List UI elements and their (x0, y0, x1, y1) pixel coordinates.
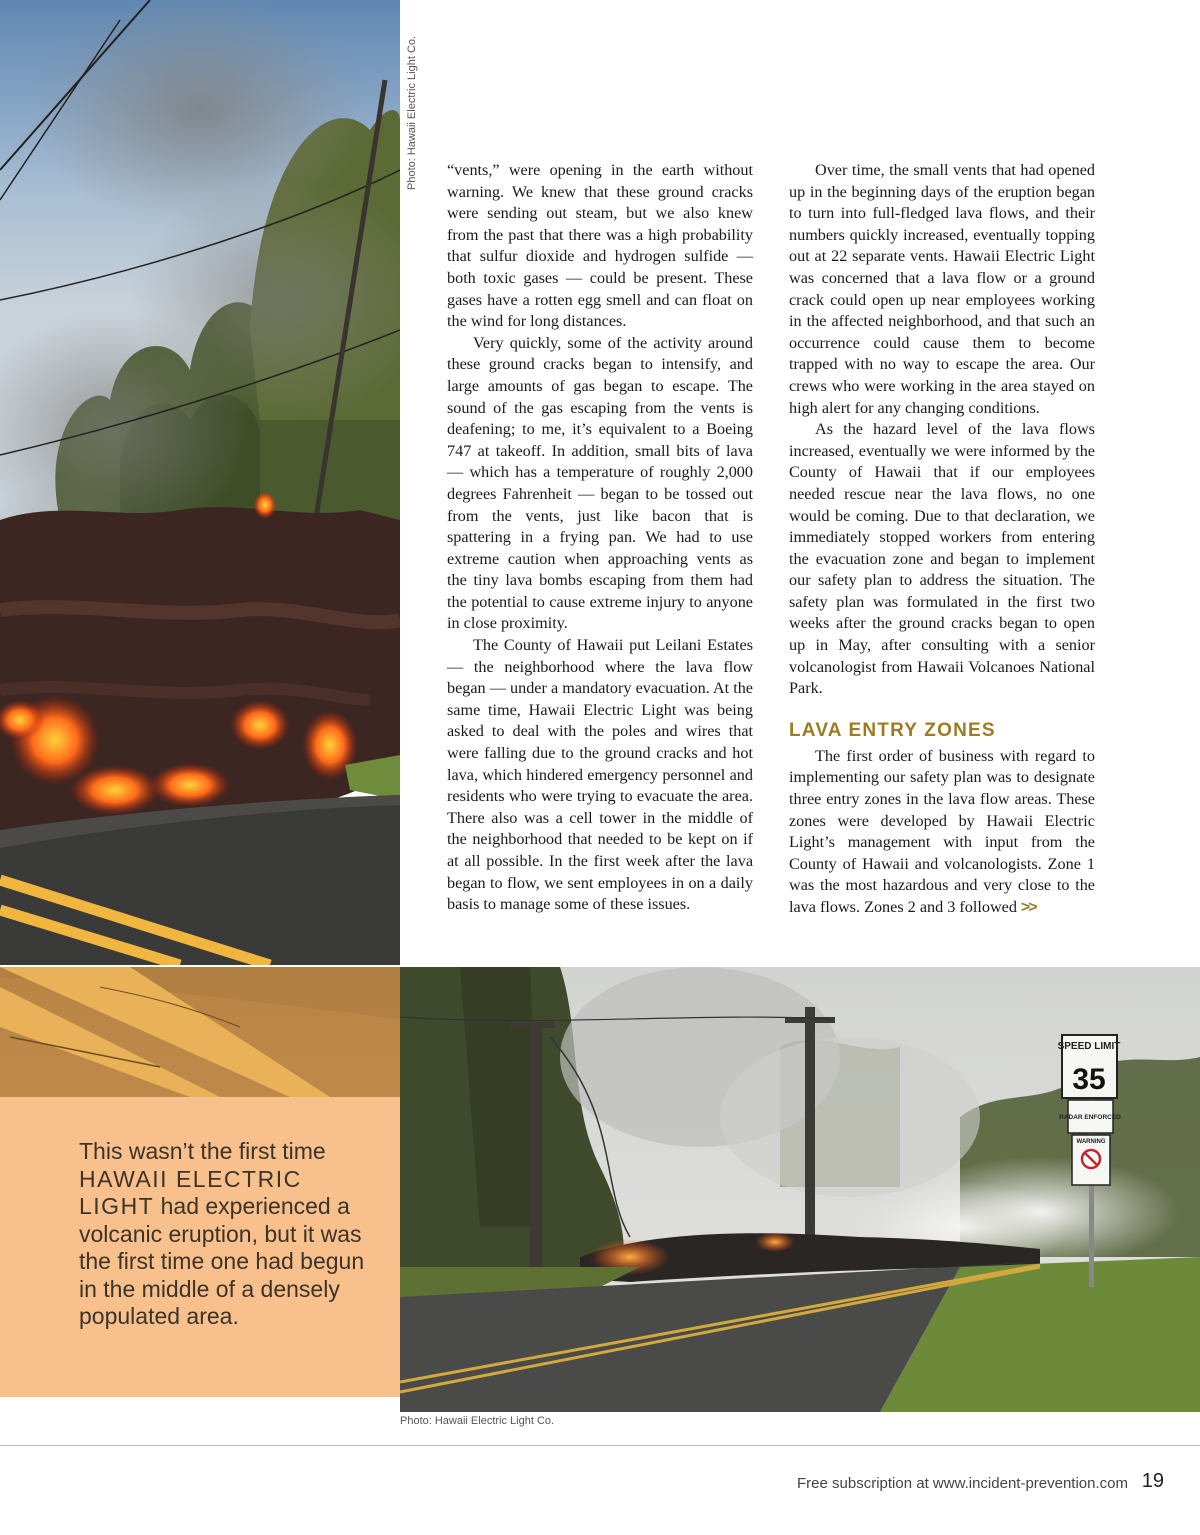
paragraph-continued (789, 746, 1095, 919)
photo-credit-bottom: Photo: Hawaii Electric Light Co. (400, 1415, 555, 1427)
footer-subscription: Free subscription at www.incident-prevention.com (797, 1475, 1128, 1492)
lava-road-photo (0, 0, 400, 965)
paragraph: “vents,” were opening in the earth without warning. We knew that these ground cracks were sending out steam, but we also knew from the past that there was a high probability that sulfur dioxide and hydrogen sulfide — both toxic gases — could be present. These gases have a rotten egg smell and can float on the wind for long distances. (447, 161, 753, 331)
article-column-2 (789, 160, 1095, 919)
photo-credit-top-text: Photo: Hawaii Electric Light Co. (406, 35, 418, 190)
pull-quote-lead: This wasn’t the first time (79, 1138, 326, 1164)
radar-sign-text: RADAR ENFORCED (1059, 1114, 1121, 1121)
pull-quote (79, 1138, 379, 1331)
speed-limit-sign-value: 35 (1072, 1063, 1106, 1096)
pull-quote-rest: had experienced a volcanic eruption, but it was the first time one had begun in the middle of a densely populated area. (79, 1193, 365, 1329)
paragraph-text: The first order of business with regard to implementing our safety plan was to designate three entry zones in the lava flow areas. These zones were developed by Hawaii Electric Light’s management with input from the County of Hawaii and volcanologists. Zone 1 was the most hazardous and very close to the lava flows. Zones 2 and 3 followed (789, 746, 1095, 916)
warning-sign-text: WARNING (1076, 1139, 1106, 1145)
pull-quote-highlight: HAWAII ELECTRIC LIGHT (79, 1165, 302, 1219)
speed-limit-sign-label: SPEED LIMIT (1057, 1041, 1121, 1052)
footer-divider (0, 1445, 1200, 1446)
continue-arrow-icon: >> (1020, 899, 1036, 916)
lava-crossing-road-photo (400, 967, 1200, 1412)
paragraph: Very quickly, some of the activity around these ground cracks began to intensify, and large amounts of gas began to escape. The sound of the gas escaping from the vents is deafening; to me, it’s equivalent to a Boeing 747 at takeoff. In addition, small bits of lava — which has a temperature of roughly 2,000 degrees Fahrenheit — began to be tossed out from the vents, just like bacon that is spattering in a frying pan. We had to use extreme caution when approaching vents as the tiny lava bombs escaping from them had the potential to cause extreme injury to anyone in close proximity. (447, 333, 753, 633)
paragraph: As the hazard level of the lava flows increased, eventually we were informed by the County of Hawaii that if our employees needed rescue near the lava flows, no one would be coming. Due to that declaration, we immediately stopped workers from entering the evacuation zone and began to implement our safety plan to address the situation. The safety plan was formulated in the first two weeks after the ground cracks began to open up in May, after consulting with a senior volcanologist from Hawaii Volcanoes National Park. (789, 420, 1095, 698)
paragraph: Over time, the small vents that had opened up in the beginning days of the eruption began to turn into full-fledged lava flows, and their numbers quickly increased, eventually topping out at 22 separate vents. Hawaii Electric Light was concerned that a lava flow or a ground crack could open up near employees working in the affected neighborhood, and that such an occurrence could cause them to become trapped with no way to escape the area. Our crews who were working in the area stayed on high alert for any changing conditions. (789, 161, 1095, 417)
section-heading: LAVA ENTRY ZONES (789, 719, 996, 741)
paragraph: The County of Hawaii put Leilani Estates — the neighborhood where the lava flow began — under a mandatory evacuation. At the same time, Hawaii Electric Light was being asked to deal with the poles and wires that were falling due to the ground cracks and hot lava, which hindered emergency personnel and residents who were trying to evacuate the area. There also was a cell tower in the middle of the neighborhood that needed to be kept on if at all possible. In the first week after the lava began to flow, we sent employees in on a daily basis to manage some of these issues. (447, 636, 753, 914)
article-column-1 (447, 160, 753, 916)
page-number: 19 (1141, 1470, 1164, 1492)
photo-credit-top (403, 30, 423, 200)
